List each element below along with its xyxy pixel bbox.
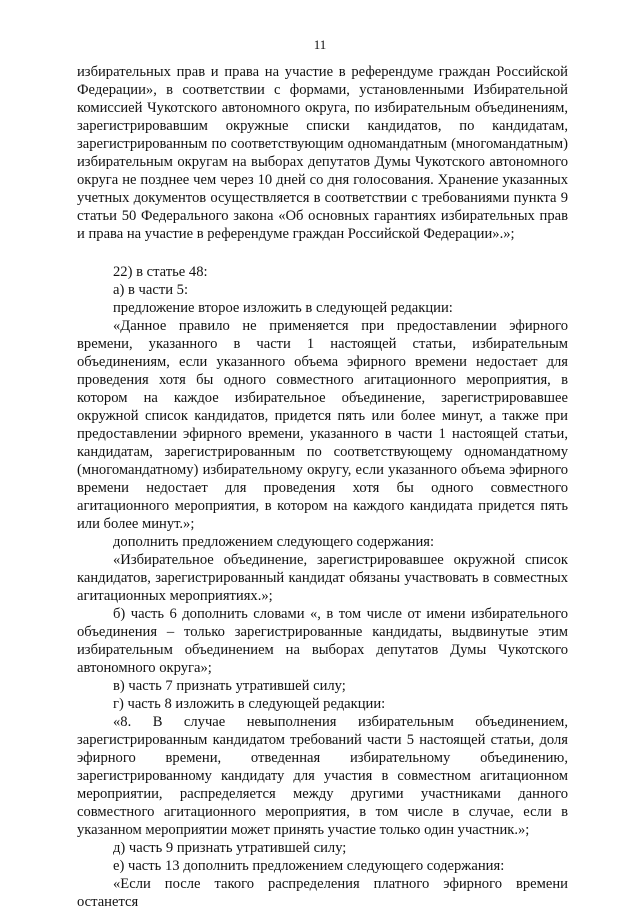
paragraph-instruction: дополнить предложением следующего содержания:: [113, 534, 435, 550]
paragraph-quote: «Данное правило не применяется при предоставлении эфирного времени, указанного в части 1 настоящей статьи, избирательным объединениям, если указанного объема эфирного времени недостает для проведения хотя бы одного совместного агитационного мероприятия, в котором на каждое избирательное объединение, зарегистрировавшее окружной список кандидатов, придется пять или более минут, а также при предоставлении эфирного времени, указанного в части 1 настоящей статьи, кандидатам, зарегистрированным по соответствующему одномандатному (многомандатному) избирательному округу, если указанного объема эфирного времени недостает для проведения хотя бы одного совместного агитационного мероприятия, в котором на каждого кандидата придется пять или более минут.»;: [77, 318, 568, 532]
paragraph-subitem-e: е) часть 13 дополнить предложением следующего содержания:: [113, 858, 505, 874]
paragraph-quote: «Избирательное объединение, зарегистрировавшее окружной список кандидатов, зарегистрированный кандидат обязаны участвовать в совместных агитационных мероприятиях.»;: [77, 552, 568, 604]
paragraph-continuation: избирательных прав и права на участие в референдуме граждан Российской Федерации», в соответствии с формами, установленными Избирательной комиссией Чукотского автономного округа, по избирательным объединениям, зарегистрировавшим окружные списки кандидатов, по кандидатам, зарегистрированным по соответствующим одномандатным (многомандатным) избирательным округам на выборах депутатов Думы Чукотского автономного округа не позднее чем через 10 дней со дня голосования. Хранение указанных учетных документов осуществляется в соответствии с требованиями пункта 9 статьи 50 Федерального закона «Об основных гарантиях избирательных прав и права на участие в референдуме граждан Российской Федерации».»;: [77, 64, 568, 242]
paragraph-item-22: 22) в статье 48:: [113, 264, 208, 280]
document-body: [77, 63, 568, 911]
paragraph-subitem-g: г) часть 8 изложить в следующей редакции:: [113, 696, 386, 712]
paragraph-quote: «Если после такого распределения платного эфирного времени останется: [77, 876, 568, 910]
paragraph-subitem-d: д) часть 9 признать утратившей силу;: [113, 840, 347, 856]
paragraph-subitem-v: в) часть 7 признать утратившей силу;: [113, 678, 346, 694]
paragraph-subitem-b: б) часть 6 дополнить словами «, в том числе от имени избирательного объединения – только зарегистрированные кандидаты, выдвинутые этим избирательным объединением на выборах депутатов Думы Чукотского автономного округа»;: [77, 606, 568, 676]
paragraph-quote: «8. В случае невыполнения избирательным объединением, зарегистрированным кандидатом требований части 5 настоящей статьи, доля эфирного времени, отведенная избирательному объединению, зарегистрированному кандидату для участия в совместном агитационном мероприятии, распределяется между другими участниками данного совместного агитационного мероприятия, в том числе в случае, если в указанном мероприятии может принять участие только один участник.»;: [77, 714, 568, 838]
paragraph-subitem-a: а) в части 5:: [113, 282, 189, 298]
paragraph-instruction: предложение второе изложить в следующей редакции:: [113, 300, 453, 316]
page-number: 11: [313, 37, 327, 52]
